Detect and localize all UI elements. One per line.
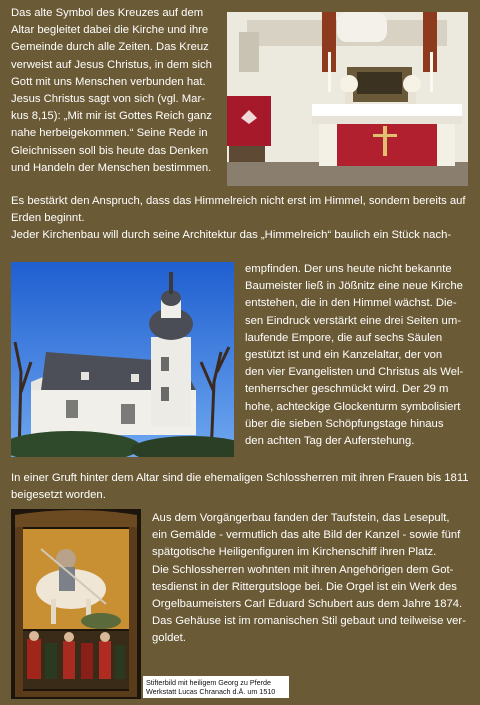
text-line: spätgotische Heiligenfiguren im Kirchenschiff ihren Platz. xyxy=(152,546,437,559)
painting-photo xyxy=(11,509,141,699)
text-line: Es bestärkt den Anspruch, dass das Himmelreich nicht erst im Himmel, sondern bereits auf xyxy=(11,195,466,207)
text-line: Baumeister ließ in Jößnitz eine neue Kirche xyxy=(245,280,463,293)
text-line: und Handeln der Menschen bestimmen. xyxy=(11,161,212,174)
text-line: goldet. xyxy=(152,632,186,645)
text-line: sen Eindruck verstärkt eine drei Seiten um- xyxy=(245,314,461,327)
text-line: Jeder Kirchenbau will durch seine Architektur das „Himmelreich“ baulich ein Stück nach- xyxy=(11,229,452,242)
text-line: Aus dem Vorgängerbau fanden der Taufstein, das Lesepult, xyxy=(152,512,450,524)
paragraph-2-continued xyxy=(11,470,469,504)
caption-line: Werkstatt Lucas Chranach d.Ä. um 1510 xyxy=(146,687,276,696)
text-line: tesdienst in der Rittergutsloge bei. Die Orgel ist ein Werk des xyxy=(152,580,457,593)
paragraph-1 xyxy=(11,5,213,177)
text-line: In einer Gruft hinter dem Altar sind die ehemaligen Schlossherren mit ihren Frauen bis 1811 xyxy=(11,472,469,484)
paragraph-1-continued xyxy=(11,193,469,245)
text-line: entstehen, die in den Himmel wächst. Die- xyxy=(245,297,457,310)
text-line: Jesus Christus sagt von sich (vgl. Mar- xyxy=(11,93,205,106)
caption-line: Stifterbild mit heiligem Georg zu Pferde xyxy=(146,678,272,687)
text-line: gestützt ist und ein Kanzelaltar, der von xyxy=(245,349,443,362)
altar-photo xyxy=(227,12,468,186)
text-line: nahe herbeigekommen.“ Seine Rede in xyxy=(11,127,208,140)
text-line: verweist auf Jesus Christus, in dem sich xyxy=(11,58,212,71)
text-line: Die Schlossherren wohnten mit ihren Angehörigen dem Got- xyxy=(152,563,454,576)
text-line: Gemeinde durch alle Zeiten. Das Kreuz xyxy=(11,41,209,54)
text-line: Gott mit uns Menschen verbunden hat. xyxy=(11,75,206,88)
text-line: hohe, achteckige Glockenturm symbolisiert xyxy=(245,400,461,413)
text-line: tenherrscher geschmückt wird. Der 29 m xyxy=(245,383,449,396)
text-line: empfinden. Der uns heute nicht bekannte xyxy=(245,263,452,275)
text-line: ein Gemälde - vermutlich das alte Bild der Kanzel - sowie fünf xyxy=(152,529,461,542)
paragraph-3 xyxy=(152,510,469,648)
text-line: den vier Evangelisten und Christus als Wel- xyxy=(245,366,464,379)
text-line: Altar begleitet dabei die Kirche und ihre xyxy=(11,24,209,37)
text-line: Das Gehäuse ist im romanischen Stil gebaut und teilweise ver- xyxy=(152,615,466,628)
text-line: beigesetzt worden. xyxy=(11,489,106,502)
text-line: Das alte Symbol des Kreuzes auf dem xyxy=(11,7,204,19)
text-line: über die sieben Schöpfungstage hinaus xyxy=(245,417,444,430)
text-line: kus 8,15): „Mit mir ist Gottes Reich ganz xyxy=(11,110,212,123)
text-line: laufende Empore, die auf sechs Säulen xyxy=(245,331,443,344)
text-line: Orgelbaumeisters Carl Eduard Schubert aus dem Jahre 1874. xyxy=(152,598,463,611)
text-line: Gleichnissen soll bis heute das Denken xyxy=(11,144,209,157)
church-photo xyxy=(11,262,234,457)
paragraph-2 xyxy=(245,261,469,450)
text-line: Erden beginnt. xyxy=(11,212,85,225)
text-line: den achten Tag der Auferstehung. xyxy=(245,435,415,448)
painting-caption xyxy=(143,676,289,698)
